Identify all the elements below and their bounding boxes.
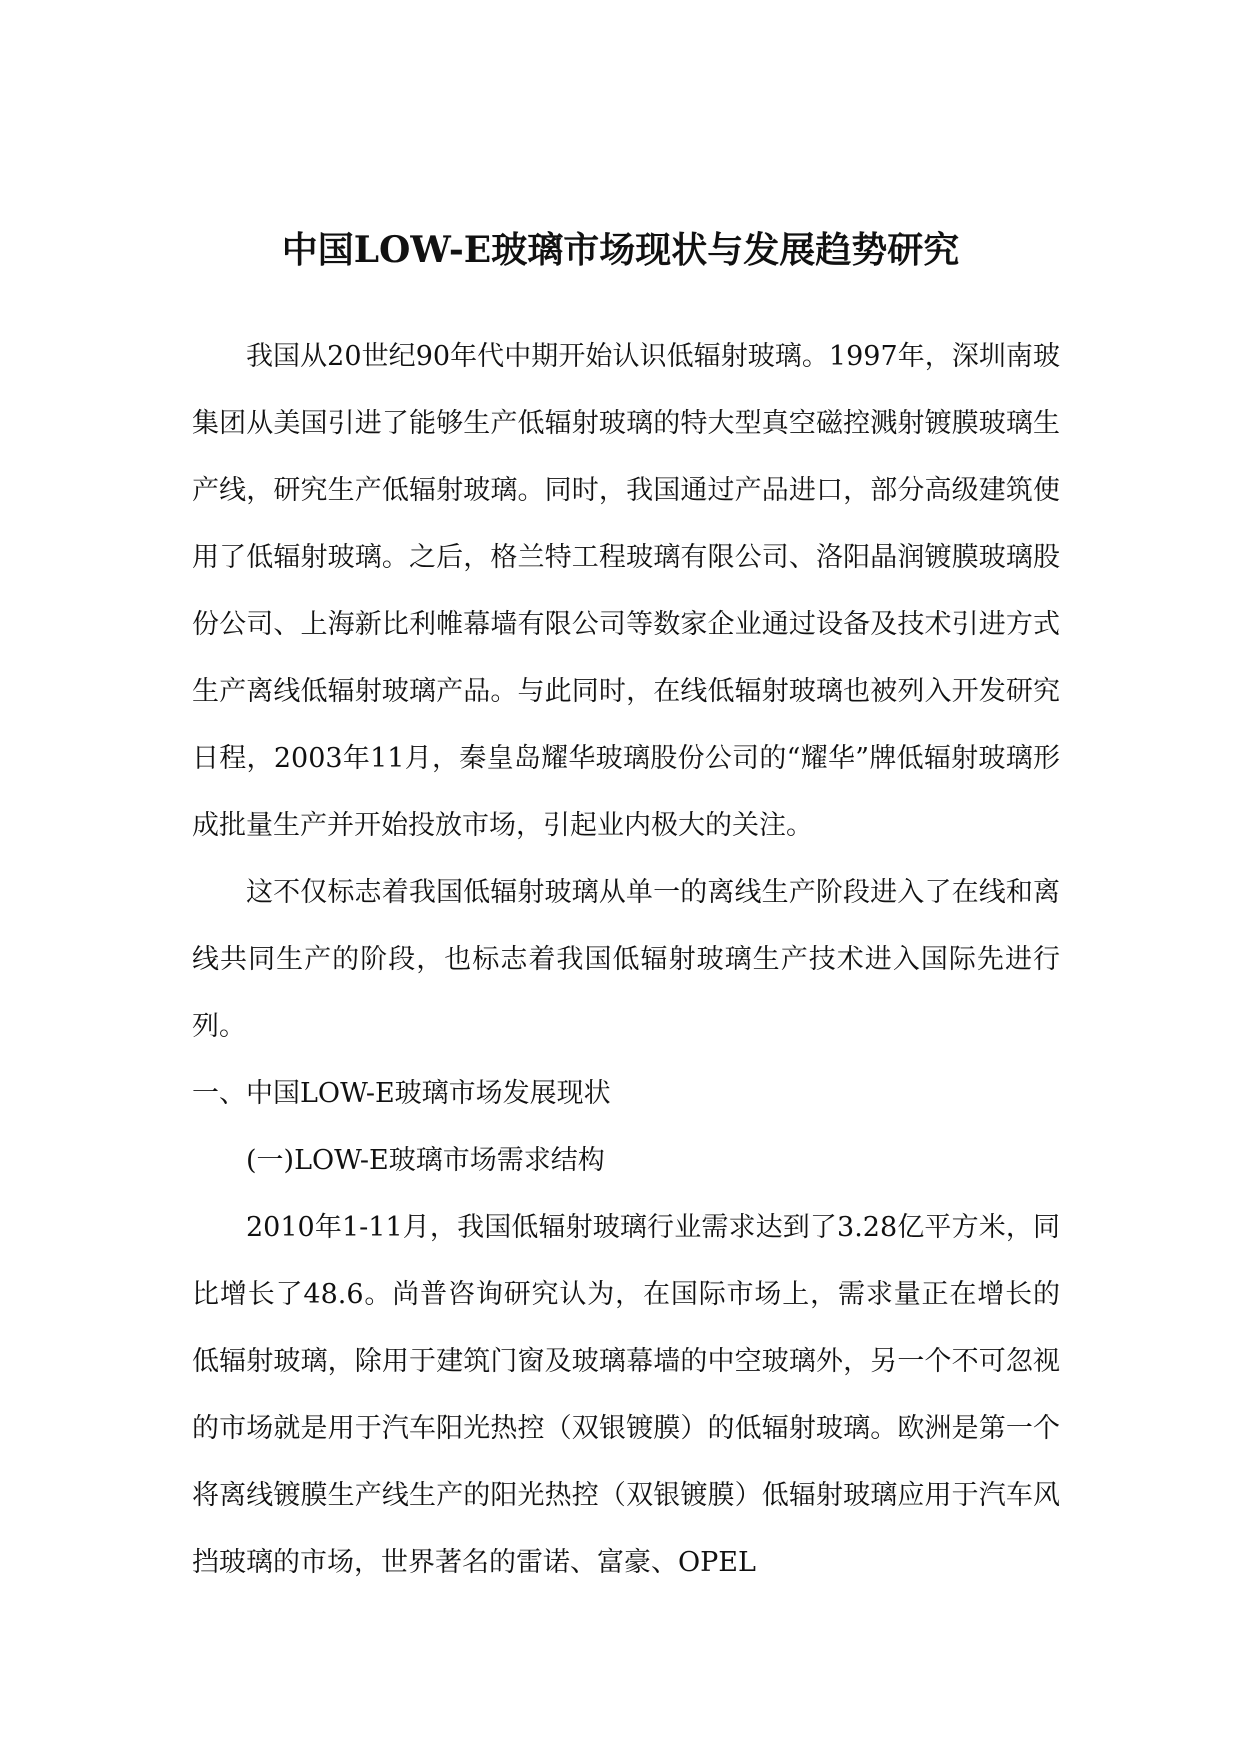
paragraph-significance: 这不仅标志着我国低辐射玻璃从单一的离线生产阶段进入了在线和离线共同生产的阶段，也标志着我国低辐射玻璃生产技术进入国际先进行列。: [192, 877, 1060, 1042]
document-body: [192, 323, 1060, 1596]
paragraph-intro: 我国从20世纪90年代中期开始认识低辐射玻璃。1997年，深圳南玻集团从美国引进了能够生产低辐射玻璃的特大型真空磁控溅射镀膜玻璃生产线，研究生产低辐射玻璃。同时，我国通过产品进口，部分高级建筑使用了低辐射玻璃。之后，格兰特工程玻璃有限公司、洛阳晶润镀膜玻璃股份公司、上海新比利帷幕墙有限公司等数家企业通过设备及技术引进方式生产离线低辐射玻璃产品。与此同时，在线低辐射玻璃也被列入开发研究日程，2003年11月，秦皇岛耀华玻璃股份公司的“耀华”牌低辐射玻璃形成批量生产并开始投放市场，引起业内极大的关注。: [192, 341, 1060, 841]
subsection-heading: (一)LOW-E玻璃市场需求结构: [246, 1145, 605, 1176]
section-heading: 一、中国LOW-E玻璃市场发展现状: [192, 1078, 611, 1109]
document-title: 中国LOW-E玻璃市场现状与发展趋势研究: [281, 229, 960, 271]
paragraph-demand: 2010年1-11月，我国低辐射玻璃行业需求达到了3.28亿平方米，同比增长了48.6。尚普咨询研究认为，在国际市场上，需求量正在增长的低辐射玻璃，除用于建筑门窗及玻璃幕墙的中空玻璃外，另一个不可忽视的市场就是用于汽车阳光热控（双银镀膜）的低辐射玻璃。欧洲是第一个将离线镀膜生产线生产的阳光热控（双银镀膜）低辐射玻璃应用于汽车风挡玻璃的市场，世界著名的雷诺、富豪、OPEL: [192, 1212, 1060, 1578]
